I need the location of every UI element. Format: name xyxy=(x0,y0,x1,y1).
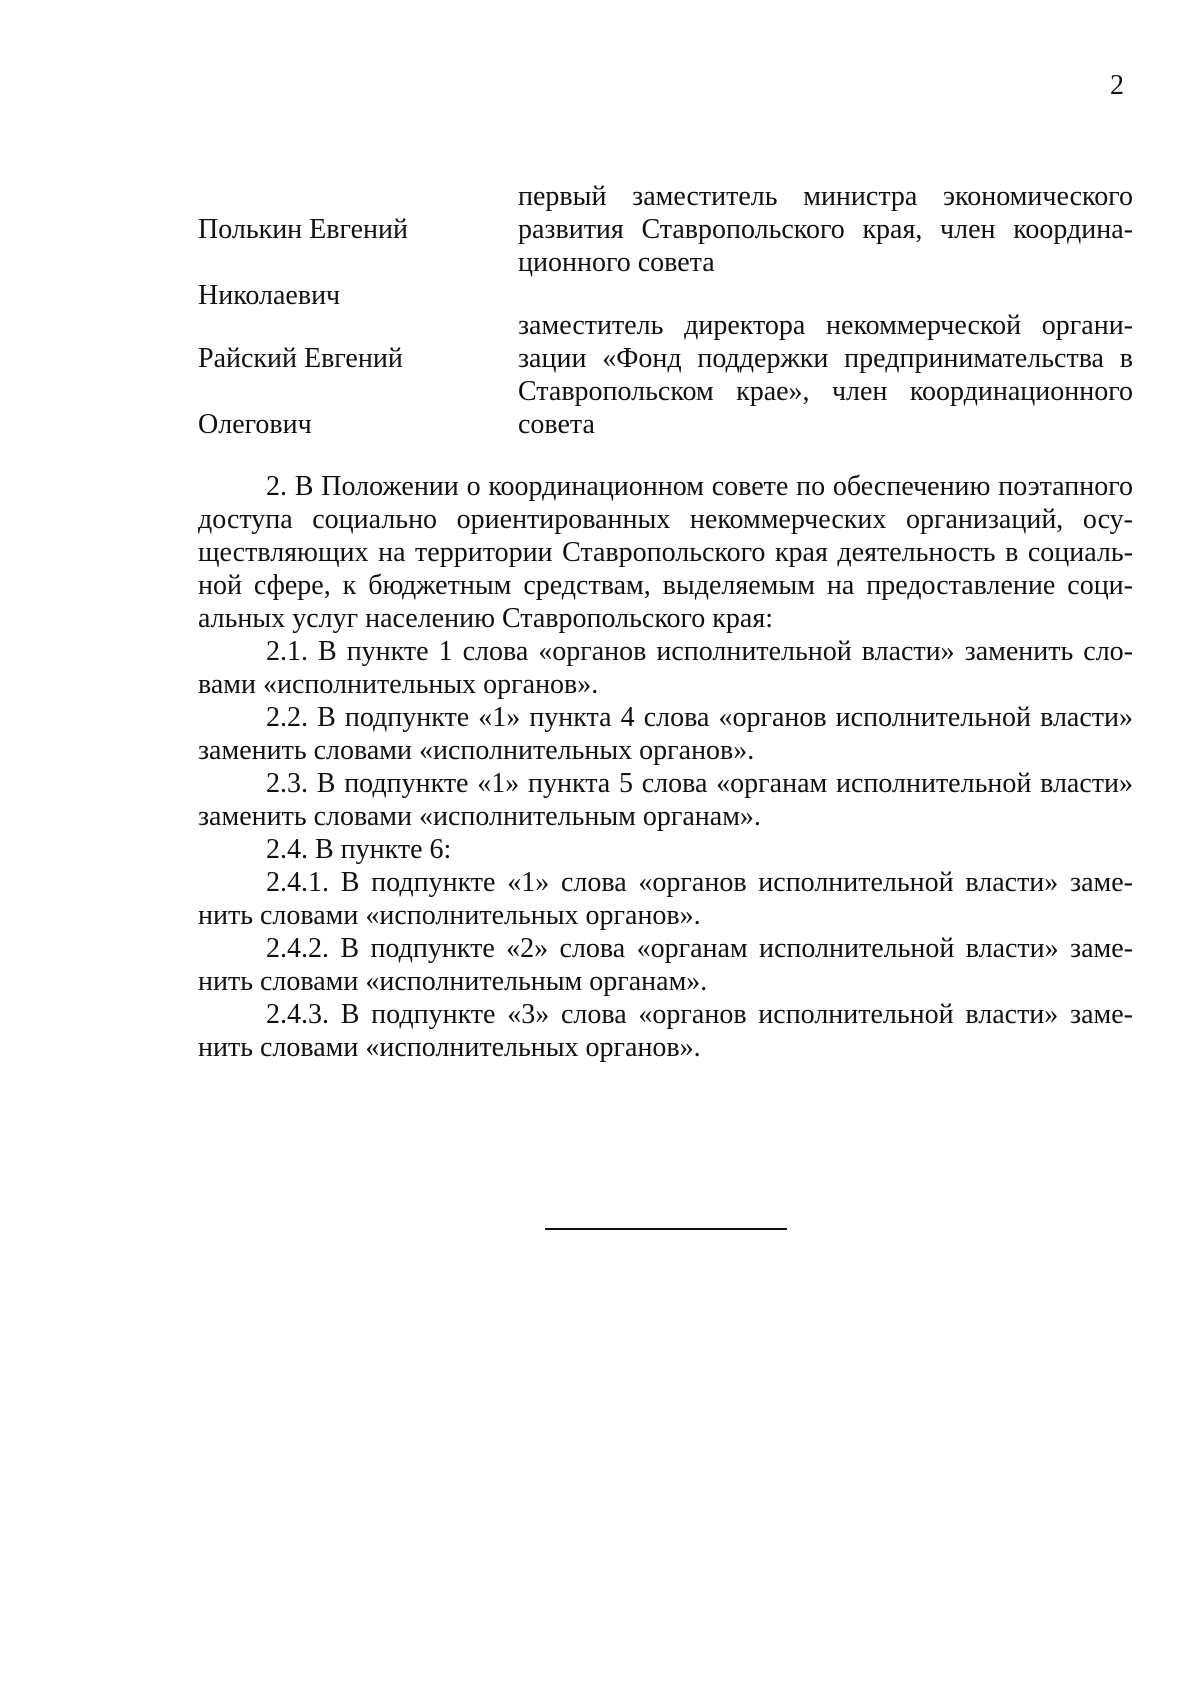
body-text-line: 2.2. В подпункте «1» пункта 4 слова «органов исполнительной власти» xyxy=(266,702,1133,733)
body-text-line: 2.4.3. В подпункте «3» слова «органов исполнительной власти» заме- xyxy=(266,999,1133,1030)
body-text-line: ществляющих на территории Ставропольского края деятельность в социаль- xyxy=(198,537,1133,568)
member-name-line: Райский Евгений xyxy=(198,343,403,374)
body-text-line: вами «исполнительных органов». xyxy=(198,669,599,700)
closing-separator-line xyxy=(545,1228,787,1230)
member-role-line: заместитель директора некоммерческой органи- xyxy=(518,310,1133,341)
member-name-line: Полькин Евгений xyxy=(198,214,408,245)
body-text-line: 2.4. В пункте 6: xyxy=(266,834,452,865)
body-text-line: нить словами «исполнительных органов». xyxy=(198,1032,701,1063)
body-text-line: альных услуг населению Ставропольского края: xyxy=(198,603,773,634)
amendments-text xyxy=(198,470,1133,1064)
member-entry-raisky xyxy=(198,309,1133,474)
body-text-line: нить словами «исполнительным органам». xyxy=(198,966,708,997)
member-name-line: Олегович xyxy=(198,409,312,440)
member-role-line: совета xyxy=(518,409,595,440)
body-text-line: доступа социально ориентированных некоммерческих организаций, осу- xyxy=(198,504,1133,535)
body-text-line: 2.4.1. В подпункте «1» слова «органов исполнительной власти» заме- xyxy=(266,867,1133,898)
member-role-line: ционного совета xyxy=(518,247,715,278)
body-text-line: 2. В Положении о координационном совете по обеспечению поэтапного xyxy=(266,471,1133,502)
body-text-line: заменить словами «исполнительных органов». xyxy=(198,735,755,766)
member-role xyxy=(518,309,1133,474)
member-name xyxy=(198,309,518,474)
member-role-line: первый заместитель министра экономического xyxy=(518,181,1133,212)
member-role-line: зации «Фонд поддержки предпринимательства в xyxy=(518,343,1133,374)
member-role-line: развития Ставропольского края, член координа- xyxy=(518,214,1133,245)
body-text-line: заменить словами «исполнительным органам». xyxy=(198,801,761,832)
body-text-line: 2.4.2. В подпункте «2» слова «органам исполнительной власти» заме- xyxy=(266,933,1133,964)
body-text-line: ной сфере, к бюджетным средствам, выделяемым на предоставление соци- xyxy=(198,570,1133,601)
page-number: 2 xyxy=(1110,70,1124,101)
body-text-line: нить словами «исполнительных органов». xyxy=(198,900,701,931)
body-text-line: 2.1. В пункте 1 слова «органов исполнительной власти» заменить сло- xyxy=(266,636,1133,667)
member-name-line: Николаевич xyxy=(198,280,341,311)
member-role-line: Ставропольском крае», член координационного xyxy=(518,376,1133,407)
body-text-line: 2.3. В подпункте «1» пункта 5 слова «органам исполнительной власти» xyxy=(266,768,1133,799)
